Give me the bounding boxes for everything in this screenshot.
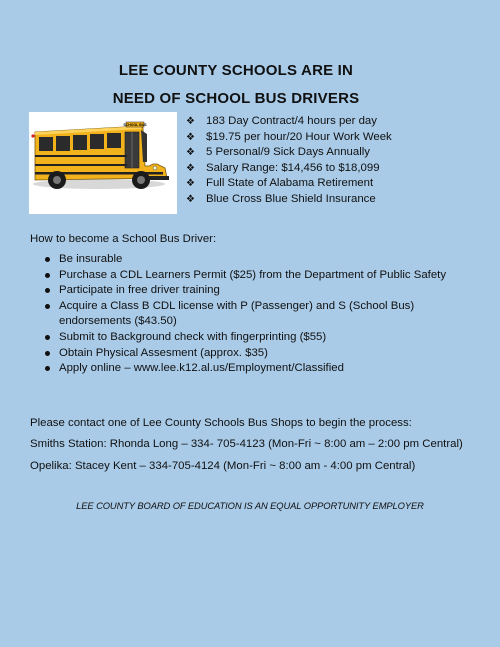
benefits-list (186, 114, 392, 208)
four-diamond-bullet-icon: ❖ (186, 131, 195, 143)
round-bullet-icon (45, 257, 50, 262)
contact-opelika: Opelika: Stacey Kent – 334-705-4124 (Mon-Fri ~ 8:00 am - 4:00 pm Central) (30, 460, 416, 472)
benefit-item (186, 161, 392, 177)
four-diamond-bullet-icon: ❖ (186, 178, 195, 190)
round-bullet-icon (45, 273, 50, 278)
step-text: Apply online – www.lee.k12.al.us/Employment/Classified (59, 362, 344, 375)
contact-smiths-station: Smiths Station: Rhonda Long – 334- 705-4123 (Mon-Fri ~ 8:00 am – 2:00 pm Central) (30, 438, 463, 450)
benefit-item (186, 176, 392, 192)
step-text: Participate in free driver training (59, 284, 220, 297)
step-item (45, 361, 465, 377)
step-item (45, 268, 465, 284)
round-bullet-icon (45, 304, 50, 309)
four-diamond-bullet-icon: ❖ (186, 162, 195, 174)
step-text: Obtain Physical Assesment (approx. $35) (59, 346, 268, 359)
benefit-text: 5 Personal/9 Sick Days Annually (206, 146, 370, 159)
benefit-text: Full State of Alabama Retirement (206, 177, 374, 190)
step-text: Acquire a Class B CDL license with P (Passenger) and S (School Bus) endorsements ($43.50) (59, 299, 415, 328)
round-bullet-icon (45, 335, 50, 340)
school-bus-photo (29, 112, 177, 214)
steps-list (45, 252, 465, 377)
benefit-text: $19.75 per hour/20 Hour Work Week (206, 130, 392, 143)
benefit-item (186, 114, 392, 130)
four-diamond-bullet-icon: ❖ (186, 147, 195, 159)
step-text: Purchase a CDL Learners Permit ($25) from the Department of Public Safety (59, 268, 447, 281)
four-diamond-bullet-icon: ❖ (186, 116, 195, 127)
round-bullet-icon (45, 288, 50, 293)
equal-opportunity-footer: LEE COUNTY BOARD OF EDUCATION IS AN EQUAL OPPORTUNITY EMPLOYER (76, 500, 424, 511)
benefit-text: Blue Cross Blue Shield Insurance (206, 192, 376, 205)
step-item (45, 252, 465, 268)
how-to-heading: How to become a School Bus Driver: (30, 233, 217, 245)
school-bus-icon (29, 112, 177, 214)
bus-sign-text: SCHOOL BUS (123, 123, 147, 127)
benefit-item (186, 145, 392, 161)
benefit-text: 183 Day Contract/4 hours per day (206, 115, 377, 127)
four-diamond-bullet-icon: ❖ (186, 193, 195, 205)
step-text: Be insurable (59, 253, 123, 265)
step-item (45, 299, 465, 330)
page-title-line-2: NEED OF SCHOOL BUS DRIVERS (112, 90, 360, 107)
step-item (45, 346, 465, 362)
round-bullet-icon (45, 351, 50, 356)
contact-intro: Please contact one of Lee County Schools Bus Shops to begin the process: (30, 417, 412, 429)
round-bullet-icon (45, 366, 50, 371)
step-item (45, 283, 465, 299)
benefit-text: Salary Range: $14,456 to $18,099 (206, 161, 380, 174)
benefit-item (186, 192, 392, 208)
benefit-item (186, 130, 392, 146)
step-item (45, 330, 465, 346)
step-text: Submit to Background check with fingerprinting ($55) (59, 330, 327, 343)
page-title-line-1: LEE COUNTY SCHOOLS ARE IN (118, 62, 354, 79)
